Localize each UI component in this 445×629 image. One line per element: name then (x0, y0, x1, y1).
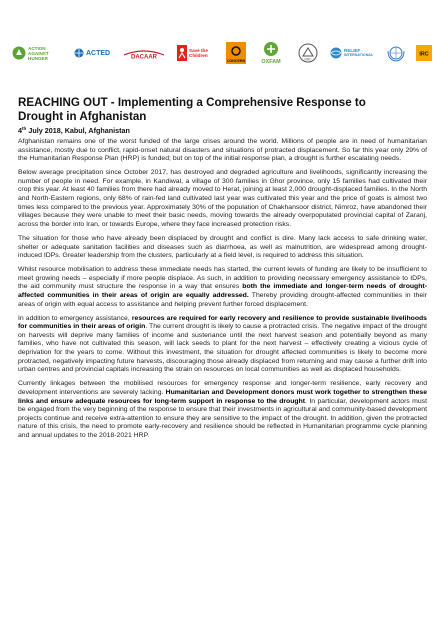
dacaar-logo (122, 38, 168, 68)
concern-square-icon (226, 42, 246, 64)
body-paragraph (18, 380, 427, 440)
acted-globe-icon (74, 48, 84, 58)
relief-international-logo (330, 38, 376, 68)
body-paragraph (18, 315, 427, 375)
stc-line-1: Save the (189, 48, 208, 53)
stc-figure-icon (177, 45, 187, 61)
date-day: 4 (18, 126, 22, 135)
irc-square-icon (416, 45, 432, 61)
paragraph-text: . The current drought is likely to cause a protracted crisis. The negative impact of the drought on harvests will deprive many families of income and sustenance until the next harvest season and potentially beyond as many families, who have not cultivated this season, will lack seeds to plant for the next harvest – effectively creating a vicious cycle of deprivation for the years to come. Without this investment, the situation for drought affected communities is likely to become more protracted, negatively impacting future harvests, discouraging those already displaced from returning and may cause a further drift into urban centres and provincial capitals increasing the strain on resources on local communities as well as displaced households. (18, 323, 428, 374)
emphasis-text: Humanitarian and Development donors must work together to strengthen these links and ensure adequate resources for long-term support in response to the drought (18, 388, 428, 405)
concern-logo (226, 38, 250, 68)
paragraph-text: The situation for those who have already been displaced by drought and conflict is dire. Many lack access to safe drinking water, shelter or adequate sanitation facilities and diseases such as diarrhoea, as well as malnutrition, are widespread among drought-induced IDPs. Greater leadership from the clusters, particularly at a field level, is required to address this situation. (18, 234, 427, 260)
relief-globe-icon (330, 47, 342, 59)
emphasis-text: resources are required for early recovery and resilience to provide sustainable livelihoods for communities in their areas of origin (18, 314, 427, 331)
body-paragraph (18, 138, 427, 164)
document-body (18, 138, 427, 446)
un-laurel-icon (386, 43, 406, 63)
paragraph-text: In addition to emergency assistance, (18, 314, 132, 322)
paragraph-text: . In particular, development actors must be engaged from the very beginning of the response to ensure that their investments in agricultural and community-based development projects continue and receive extra-attention to ensure they are sensitive to the impact of the drought. In addition, given the protracted nature of this crisis, the need to promote early-recovery and resilience should be reflected in Humanitarian programme cycle planning and annual updates to the 2018-2021 HRP. (18, 397, 427, 439)
oxfam-logo (258, 38, 288, 68)
date-suffix: th (22, 126, 27, 131)
nrc-text: NRC (304, 57, 312, 62)
paragraph-text: Below average precipitation since October 2017, has destroyed and degraded agriculture and livelihoods, significantly increasing the number of people in need. For example, in Kandiwal, a village of 300 families in Ghor province, only 15 families had cultivated their crop this year. At least 40 families from there had already moved to Herat, joining at least 2,000 drought-displaced families. In the North and North-Eastern regions, only 68% of rain-fed land cultivated last year was cultivated this year and the price of goats is almost two times less compared to the previous year. Approximately 30% of the population of Chakhansoor district, Nimroz, have abandoned their villages because they were unable to meet their basic needs, moving towards the already overpopulated provincial capital of Zaranj, across the border into Iran, or towards Europe, where they face increased protection risks. (18, 169, 427, 228)
acted-text: ACTED (86, 49, 111, 57)
aah-line-2: AGAINST (28, 50, 49, 56)
date-rest: July 2018, Kabul, Afghanistan (26, 126, 130, 135)
relief-line-2: INTERNATIONAL (344, 53, 374, 57)
nrc-logo (298, 38, 320, 68)
title-line-1: REACHING OUT - Implementing a Comprehensive Response to (18, 96, 366, 109)
oxfam-figure-icon (258, 41, 284, 65)
nrc-emblem-icon (298, 43, 318, 63)
concern-text: CONCERN (226, 59, 246, 63)
irc-text: IRC (419, 51, 429, 58)
acted-logo (74, 38, 112, 68)
body-paragraph (18, 235, 427, 261)
save-the-children-logo (177, 38, 213, 68)
dacaar-mark-icon (122, 47, 166, 59)
body-paragraph (18, 266, 427, 309)
oxfam-text: OXFAM (261, 59, 281, 65)
paragraph-text: Thereby providing drought-affected communities in their areas of origin with equal access to assistance and helping prevent further forced displacement. (18, 292, 427, 308)
emphasis-text: both the immediate and longer-term needs of drought-affected communities in their areas of origin are equally addressed. (18, 283, 427, 299)
aah-line-3: HUNGER (28, 55, 48, 61)
paragraph-text: Afghanistan remains one of the worst funded of the large crises around the world. Millions of people are in need of humanitarian assistance, mostly due to conflict, rapid-onset natural disasters and situations of protracted displacement. So far this year only 29% of the Humanitarian Response Plan (HRP) is funded; but on top of the initial response plan, a drought is further escalating needs. (18, 138, 427, 163)
dacaar-text: DACAAR (131, 54, 157, 59)
dateline (18, 126, 130, 135)
title-line-2: Drought in Afghanistan (18, 110, 147, 123)
paragraph-text: Currently linkages between the mobilised resources for emergency response and longer-term resilience, early recovery and development interventions are severely lacking. (18, 380, 427, 396)
action-against-hunger-logo (12, 38, 56, 68)
relief-line-1: RELIEF (344, 48, 361, 53)
aah-line-1: ACTION (28, 45, 46, 51)
partner-logo-strip (12, 38, 437, 68)
body-paragraph (18, 169, 427, 229)
paragraph-text: Whilst resource mobilisation to address these immediate needs has started, the current levels of funding are likely to be insufficient to meet growing needs – especially if more people displace. As such, in addition to providing necessary emergency assistance to IDPs, the aid community must structure the response in a way that ensures (18, 266, 427, 291)
aah-leaf-icon (12, 46, 26, 60)
irc-logo (416, 38, 436, 68)
stc-line-2: Children (189, 53, 208, 58)
un-emblem-logo (386, 38, 408, 68)
document-title (18, 96, 418, 124)
